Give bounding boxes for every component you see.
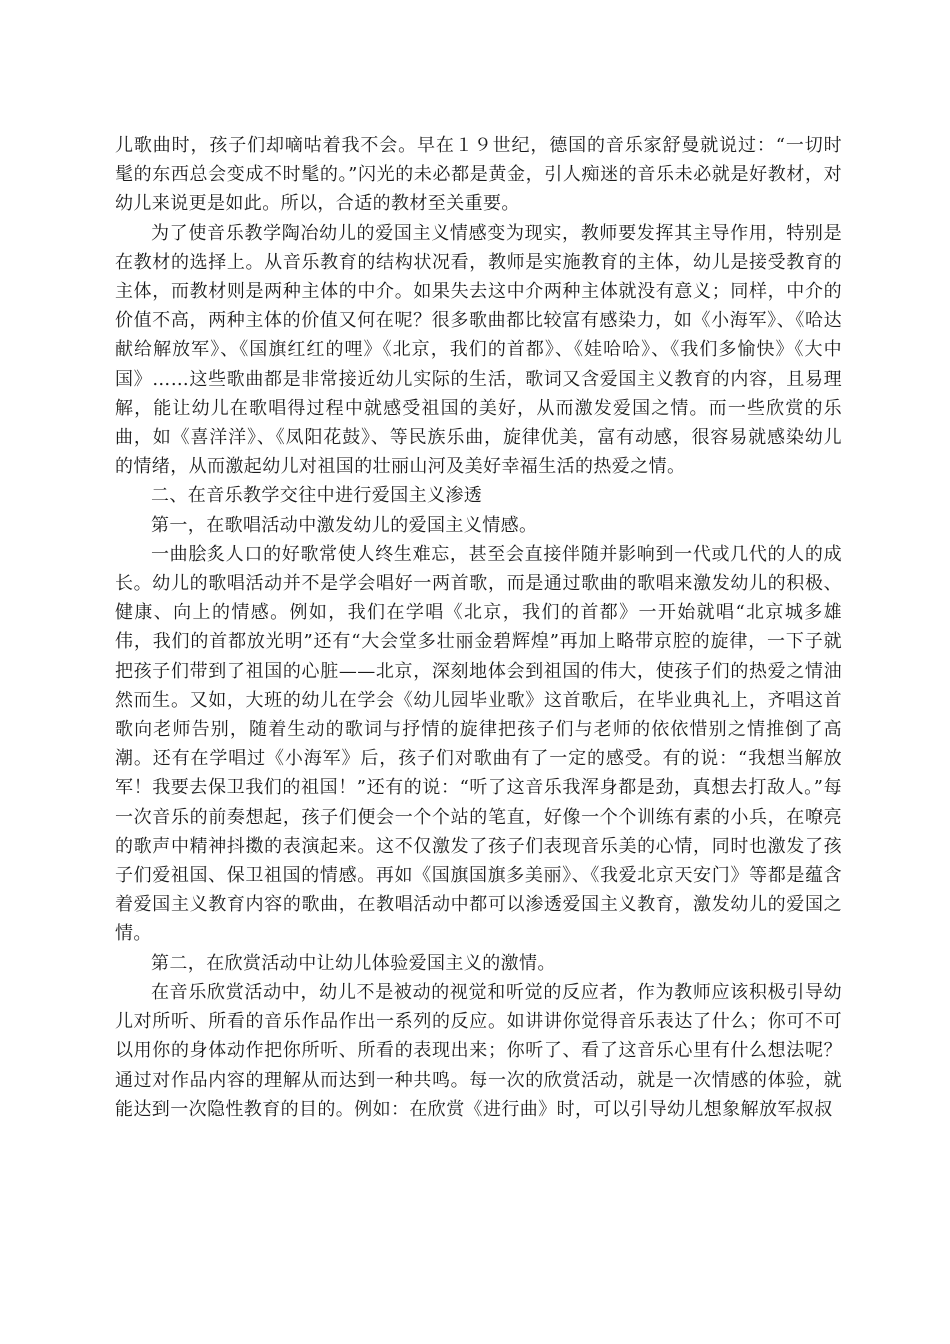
section-heading: 二、在音乐教学交往中进行爱国主义渗透 [151,485,483,507]
document-page [115,131,842,1124]
paragraph-singing-activity: 一曲脍炙人口的好歌常使人终生难忘，甚至会直接伴随并影响到一代或几代的人的成长。幼儿的歌唱活动并不是学会唱好一两首歌，而是通过歌曲的歌唱来激发幼儿的积极、健康、向上的情感。例如，我们在学唱《北京，我们的首都》一开始就唱“北京城多雄伟，我们的首都放光明”还有“大会堂多壮丽金碧辉煌”再加上略带京腔的旋律，一下子就把孩子们带到了祖国的心脏——北京，深刻地体会到祖国的伟大，使孩子们的热爱之情油然而生。又如，大班的幼儿在学会《幼儿园毕业歌》这首歌后，在毕业典礼上，齐唱这首歌向老师告别，随着生动的歌词与抒情的旋律把孩子们与老师的依依惜别之情推倒了高潮。还有在学唱过《小海军》后，孩子们对歌曲有了一定的感受。有的说：“我想当解放军！我要去保卫我们的祖国！”还有的说：“听了这音乐我浑身都是劲，真想去打敌人。”每一次音乐的前奏想起，孩子们便会一个个站的笔直，好像一个个训练有素的小兵，在嘹亮的歌声中精神抖擞的表演起来。这不仅激发了孩子们表现音乐美的心情，同时也激发了孩子们爱祖国、保卫祖国的情感。再如《国旗国旗多美丽》、《我爱北京天安门》等都是蕴含着爱国主义教育内容的歌曲，在教唱活动中都可以渗透爱国主义教育，激发幼儿的爱国之情。 [115,543,842,945]
subheading-appreciation: 第二，在欣赏活动中让幼儿体验爱国主义的激情。 [151,952,556,974]
paragraph-appreciation-activity: 在音乐欣赏活动中，幼儿不是被动的视觉和听觉的反应者，作为教师应该积极引导幼儿对所听、所看的音乐作品作出一系列的反应。如讲讲你觉得音乐表达了什么；你可不可以用你的身体动作把你所听、所看的表现出来；你听了、看了这音乐心里有什么想法呢？通过对作品内容的理解从而达到一种共鸣。每一次的欣赏活动，就是一次情感的体验，就能达到一次隐性教育的目的。例如：在欣赏《进行曲》时，可以引导幼儿想象解放军叔叔 [115,981,842,1120]
paragraph-teaching-materials: 为了使音乐教学陶冶幼儿的爱国主义情感变为现实，教师要发挥其主导作用，特别是在教材的选择上。从音乐教育的结构状况看，教师是实施教育的主体，幼儿是接受教育的主体，而教材则是两种主体的中介。如果失去这中介两种主体就没有意义；同样，中介的价值不高，两种主体的价值又何在呢？很多歌曲都比较富有感染力，如《小海军》、《哈达献给解放军》、《国旗红红的哩》《北京，我们的首都》、《娃哈哈》、《我们多愉快》《大中国》……这些歌曲都是非常接近幼儿实际的生活，歌词又含爱国主义教育的内容，且易理解，能让幼儿在歌唱得过程中就感受祖国的美好，从而激发爱国之情。而一些欣赏的乐曲，如《喜洋洋》、《凤阳花鼓》、等民族乐曲，旋律优美，富有动感，很容易就感染幼儿的情绪，从而激起幼儿对祖国的壮丽山河及美好幸福生活的热爱之情。 [115,222,842,478]
paragraph-continuation: 儿歌曲时，孩子们却嘀咕着我不会。早在１９世纪，德国的音乐家舒曼就说过：“一切时髦的东西总会变成不时髦的。”闪光的未必都是黄金，引人痴迷的音乐未必就是好教材，对幼儿来说更是如此。所以，合适的教材至关重要。 [115,135,842,215]
subheading-singing: 第一，在歌唱活动中激发幼儿的爱国主义情感。 [151,514,538,536]
